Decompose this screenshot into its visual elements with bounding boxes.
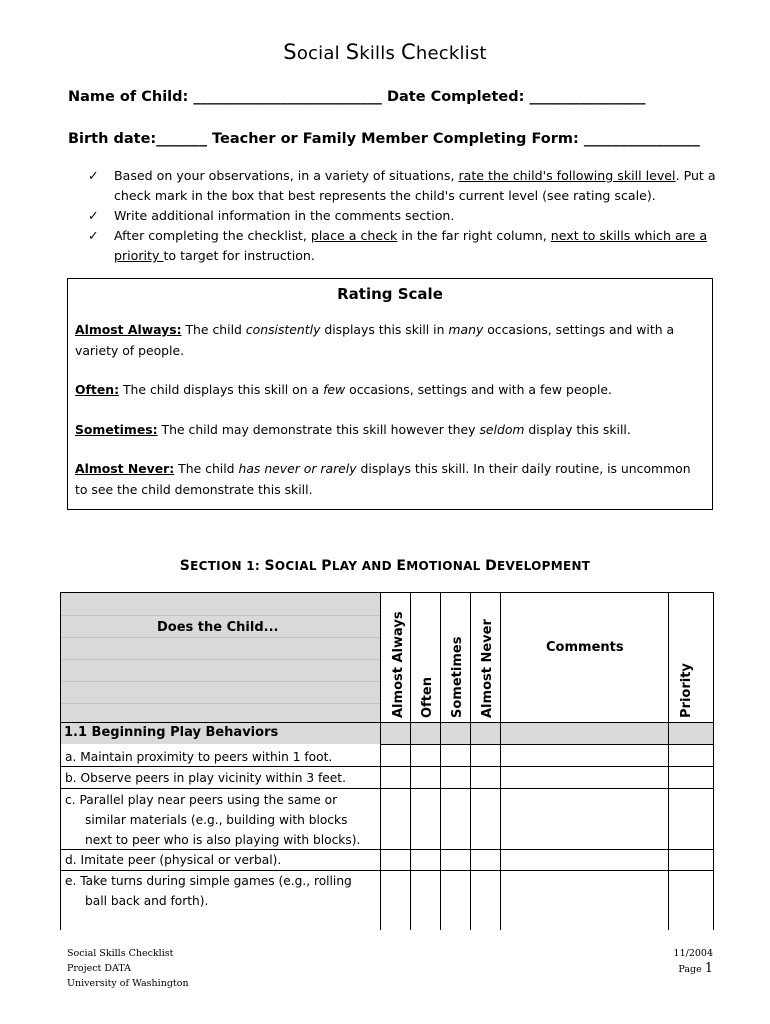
rating-scale-title: Rating Scale [337, 285, 443, 303]
table-header-shade [60, 592, 380, 722]
checkmark-icon: ✓ [88, 228, 99, 243]
page-title: Social Skills Checklist [283, 40, 487, 64]
rating-scale-box [67, 278, 713, 510]
scale-almost-never: Almost Never: The child has never or rarely displays this skill. In their daily routine, is uncommon to see the child demonstrate this skill. [75, 461, 691, 497]
column-almost-never: Almost Never [480, 619, 495, 718]
table-row: b. Observe peers in play vicinity within 3 feet. [65, 771, 346, 785]
checkmark-icon: ✓ [88, 208, 99, 223]
instructions-list [88, 166, 728, 266]
checklist-table [60, 592, 714, 930]
name-field[interactable]: __________________________ [193, 89, 382, 105]
rating-cell[interactable] [441, 745, 470, 766]
footer-left: Social Skills Checklist Project DATA University of Washington [67, 948, 189, 989]
scale-almost-always: Almost Always: The child consistently displays this skill in many occasions, settings and with a variety of people. [75, 322, 675, 358]
date-completed-field[interactable]: ________________ [529, 89, 646, 105]
rating-cell[interactable] [411, 745, 440, 766]
footer-date: 11/2004 [673, 948, 713, 959]
birth-date-field[interactable]: _______ [156, 131, 207, 147]
name-date-line [68, 89, 645, 105]
rating-cell[interactable] [381, 745, 410, 766]
page-number: Page 1 [678, 961, 713, 976]
table-row: c. Parallel play near peers using the same or similar materials (e.g., building with blocks next to peer who is also playing with blocks). [65, 793, 361, 847]
instruction-item: ✓ After completing the checklist, place a check in the far right column, next to skills which are a priority to target for instruction. [88, 228, 708, 263]
scale-often: Often: The child displays this skill on a few occasions, settings and with a few people. [75, 382, 612, 397]
birth-date-label: Birth date: [68, 131, 157, 147]
footer-right [600, 946, 713, 977]
instruction-item: ✓ Write additional information in the comments section. [88, 206, 728, 226]
comments-header: Comments [546, 640, 624, 655]
rating-cell[interactable] [471, 745, 500, 766]
instruction-item: ✓ Based on your observations, in a variety of situations, rate the child's following skill level. Put a check mark in the box that best represents the child's current level (see rating scale). [88, 168, 716, 203]
subsection-title: 1.1 Beginning Play Behaviors [64, 725, 279, 740]
checkmark-icon: ✓ [88, 168, 99, 183]
comments-cell[interactable] [501, 745, 668, 766]
table-row: e. Take turns during simple games (e.g., rolling ball back and forth). [65, 874, 352, 908]
priority-header: Priority [679, 663, 694, 718]
date-completed-label: Date Completed: [386, 89, 525, 105]
table-row: d. Imitate peer (physical or verbal). [65, 853, 282, 867]
column-sometimes: Sometimes [450, 636, 465, 718]
teacher-field[interactable]: ________________ [583, 131, 700, 147]
name-label: Name of Child: [68, 89, 189, 105]
does-the-child-header: Does the Child... [157, 620, 279, 635]
table-row: a. Maintain proximity to peers within 1 foot. [65, 750, 333, 764]
scale-sometimes: Sometimes: The child may demonstrate this skill however they seldom display this skill. [75, 422, 631, 437]
section-heading: SECTION 1: SOCIAL PLAY AND EMOTIONAL DEVELOPMENT [179, 558, 591, 574]
priority-cell[interactable] [669, 745, 713, 766]
teacher-label: Teacher or Family Member Completing Form: [212, 131, 579, 147]
birth-teacher-line [68, 131, 700, 147]
column-often: Often [420, 677, 435, 718]
column-almost-always: Almost Always [391, 611, 406, 718]
